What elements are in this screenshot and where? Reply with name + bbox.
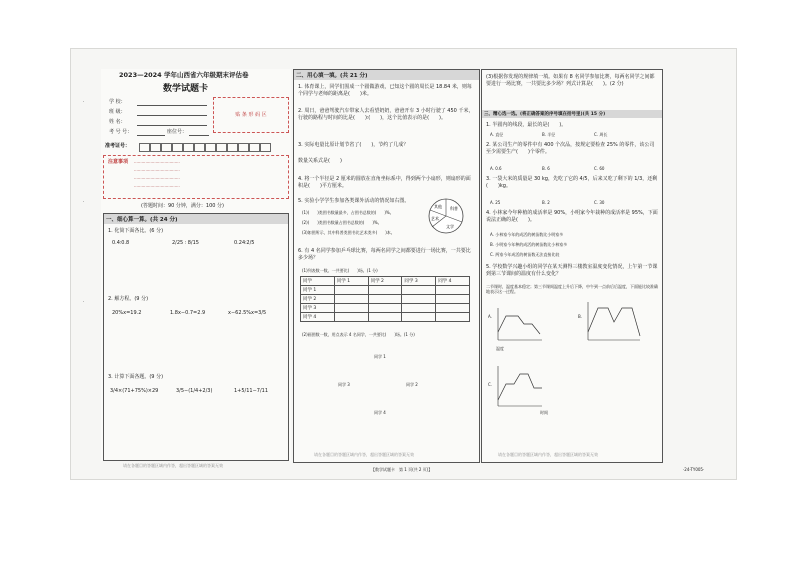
- id-no-label: 准考证号：: [105, 143, 131, 149]
- table-row: [301, 286, 470, 295]
- table-header: 同学 4: [436, 277, 470, 286]
- option: C. 60: [594, 166, 605, 171]
- footer-warning: 请在各题目的答题区域内作答，超出答题区域的答案无效: [123, 463, 223, 468]
- section-1-heading: 一、细心算一算。(共 24 分): [104, 214, 288, 224]
- notice-box: 注意事项 ···································· ···································· ···································· ····································: [103, 155, 289, 199]
- option: B. 小明家今年种的成活的树苗数比小林家多: [490, 242, 568, 247]
- seat-label: 座位号：: [167, 129, 188, 135]
- table-row-label: 同学 3: [301, 304, 335, 313]
- table-header: 同学 3: [402, 277, 436, 286]
- s2-q5-a: (1)( )类图书数量最多，占图书总数的( )%。: [302, 210, 394, 215]
- pie-chart: [426, 196, 466, 236]
- s1-q3-item: 3/4×(71+75%)×29: [110, 388, 159, 394]
- s1-q3-item: 3/5−(1/4+2/3): [176, 388, 213, 394]
- option: A. 25: [490, 200, 501, 205]
- table-header: 同学 2: [368, 277, 402, 286]
- s2-q6-b: (2)画图数一数，用点表示 4 名同学，一共要比( )场。(1 分): [302, 332, 415, 337]
- table-row-label: 同学 2: [301, 295, 335, 304]
- s1-q3-title: 3. 计算下面各题。(9 分): [108, 374, 164, 380]
- s3-q1: 1. 半圆内的线段，最长的是( )。: [486, 122, 567, 128]
- name-label: 姓 名：: [109, 119, 126, 125]
- table-header-row: [301, 277, 470, 286]
- school-label: 学 校：: [109, 99, 126, 105]
- section-1-box: [103, 213, 289, 461]
- dot-point: 同学 1: [374, 354, 386, 359]
- s1-q1-item: 0.4∶0.8: [112, 240, 130, 246]
- barcode-area: [213, 97, 289, 133]
- graph-c: [494, 364, 546, 412]
- exam-meta: (答题时间：90 分钟，满分：100 分): [141, 203, 224, 209]
- dot-point: 同学 3: [338, 382, 350, 387]
- table-header: 同学: [301, 277, 335, 286]
- pie-label: 其他: [434, 204, 442, 209]
- s1-q2-title: 2. 解方程。(9 分): [108, 296, 149, 302]
- pie-label: 艺术: [431, 216, 439, 221]
- exam-no-label: 考 号 号：: [109, 129, 133, 135]
- graph-a: [494, 306, 544, 346]
- exam-title: 2023—2024 学年山西省六年级期末评估卷: [119, 71, 249, 79]
- s2-q6: 6. 有 4 名同学参加乒乓球比赛，每两名同学之间都要进行一场比赛，一共要比多少场？: [298, 248, 471, 261]
- s2-q5-b: (2)( )类图书数量占图书总数的( )%。: [302, 220, 382, 225]
- s2-q6-a: (1)列表数一数。一共要比( )场。(1 分): [302, 268, 378, 273]
- pie-label: 科普: [450, 206, 458, 211]
- option: C. 周长: [594, 132, 608, 137]
- table-row: [301, 313, 470, 322]
- pie-label: 文学: [446, 224, 454, 229]
- s1-q2-item: 20%x=19.2: [112, 310, 142, 316]
- s3-q3: 3. 一袋大米的质量是 30 kg，先吃了它的 4/5，后来又吃了剩下的 1/3，还剩( )kg。: [486, 176, 658, 189]
- table-row-label: 同学 4: [301, 313, 335, 322]
- answer-sheet: [70, 48, 737, 480]
- option: B. 半径: [542, 132, 556, 137]
- section-2-heading: 二、用心填一填。(共 21 分): [294, 70, 479, 80]
- graph-b: [584, 300, 644, 346]
- footer-warning: 请在各题目的答题区域内作答，超出答题区域的答案无效: [314, 452, 414, 457]
- notice-title: 注意事项: [108, 159, 129, 165]
- column-3: [481, 69, 663, 463]
- s2-q5-c: (3)如图所示，其中科普类图书比艺术类多( )本。: [302, 230, 395, 235]
- graph-option-label: C.: [488, 382, 493, 387]
- axis-label: 时间: [540, 410, 548, 415]
- class-label: 班 级：: [109, 109, 126, 115]
- option: C. 两家今年成活的树苗数无法直接比较: [490, 252, 560, 257]
- barcode-label: 贴 条 形 码 区: [235, 111, 267, 118]
- table-row: [301, 304, 470, 313]
- s2-q1: 1. 体育课上，同学们围成一个圆做游戏，已知这个圆的周长是 18.84 米，则每个同学与老师的距离是( )米。: [298, 84, 472, 97]
- s1-q1-item: 0.24∶2/5: [234, 240, 255, 246]
- s1-q1-item: 2/25 ∶ 8/15: [172, 240, 199, 246]
- page-number: 【数学试题卡 第 1 页(共 2 页)】: [371, 467, 433, 472]
- column-1: [101, 69, 291, 468]
- binding-spine: · · ·: [83, 99, 85, 304]
- match-table: [300, 276, 470, 322]
- s2-q4: 4. 将一个半径是 2 厘米的圆放在直角坐标系中，得到两个小扇形，则扇形的面积是( )平方厘米。: [298, 176, 471, 189]
- axis-label: 温度: [496, 346, 504, 351]
- sheet-subtitle: 数学试题卡: [163, 84, 209, 94]
- id-boxes: [139, 143, 271, 152]
- s2-q2: 2. 周日，爸爸驾驶汽车带家人去看望奶奶，爸爸开车 3 小时行驶了 450 千米，行驶的路程与时间的比是( )∶( )，这个比值表示的是( )。: [298, 108, 474, 121]
- dot-point: 同学 4: [374, 410, 386, 415]
- graph-option-label: A.: [488, 314, 492, 319]
- graph-option-label: B.: [578, 314, 583, 319]
- table-row: [301, 295, 470, 304]
- s1-q2-item: 1.8x−0.7=2.9: [170, 310, 206, 316]
- option: A. 直径: [490, 132, 504, 137]
- s1-q2-item: x−62.5%x=3/5: [228, 310, 267, 316]
- table-header: 同学 1: [334, 277, 368, 286]
- s3-q2: 2. 某公司生产的零件中有 400 个次品，按规定要检查 25% 的零件，该公司至少需要生产( )个零件。: [486, 142, 655, 155]
- s1-q1-title: 1. 化简下面各比。(6 分): [108, 228, 164, 234]
- option: A. 0.6: [490, 166, 502, 171]
- s3-q5: 5. 学校数学兴趣小组的同学在某天测得三楼教室温度变化情况，上午第一节课到第三节课间的温度有什么变化？: [486, 264, 658, 277]
- s2-q3: 3. 实际电量比原计划节省了( )，节约了几成？: [298, 142, 409, 148]
- s2-q3-formula: 数量关系式是( ): [298, 158, 342, 164]
- s1-q3-item: 1+5/11−7/11: [234, 388, 269, 394]
- s2-q5: 5. 实验小学学生参加各类课外活动的情况如右图。: [298, 198, 410, 204]
- s3-q4: 4. 小林家今年种植的成活率是 90%，小明家今年栽种的成活率是 95%，下面说法正确的是( )。: [486, 210, 658, 223]
- option: B. 2: [542, 200, 550, 205]
- option: C. 30: [594, 200, 605, 205]
- footer-warning: 请在各题目的答题区域内作答，超出答题区域的答案无效: [498, 452, 598, 457]
- section-3-heading: 三、精心选一选。(将正确答案的序号填在括号里)(共 15 分): [482, 110, 662, 118]
- s3-q5-cont: 二节课时，温度基本稳定；第三节课间温度上升后下降，中午到一点前后后温度，下面能比较准确地表示这一过程。: [486, 284, 658, 294]
- dot-point: 同学 2: [406, 382, 418, 387]
- option: A. 小林家今年的成活的树苗数比小明家多: [490, 232, 564, 237]
- exam-code: ·24-TY005·: [683, 467, 705, 472]
- s2-q6-c: (3)根据你发现的规律填一填。如果有 8 名同学参加比赛，每两名同学之间都要进行一场比赛，一共要比多少场？列式计算是( )。(2 分): [486, 74, 655, 87]
- option: B. 6: [542, 166, 550, 171]
- table-row-label: 同学 1: [301, 286, 335, 295]
- column-2: [293, 69, 480, 463]
